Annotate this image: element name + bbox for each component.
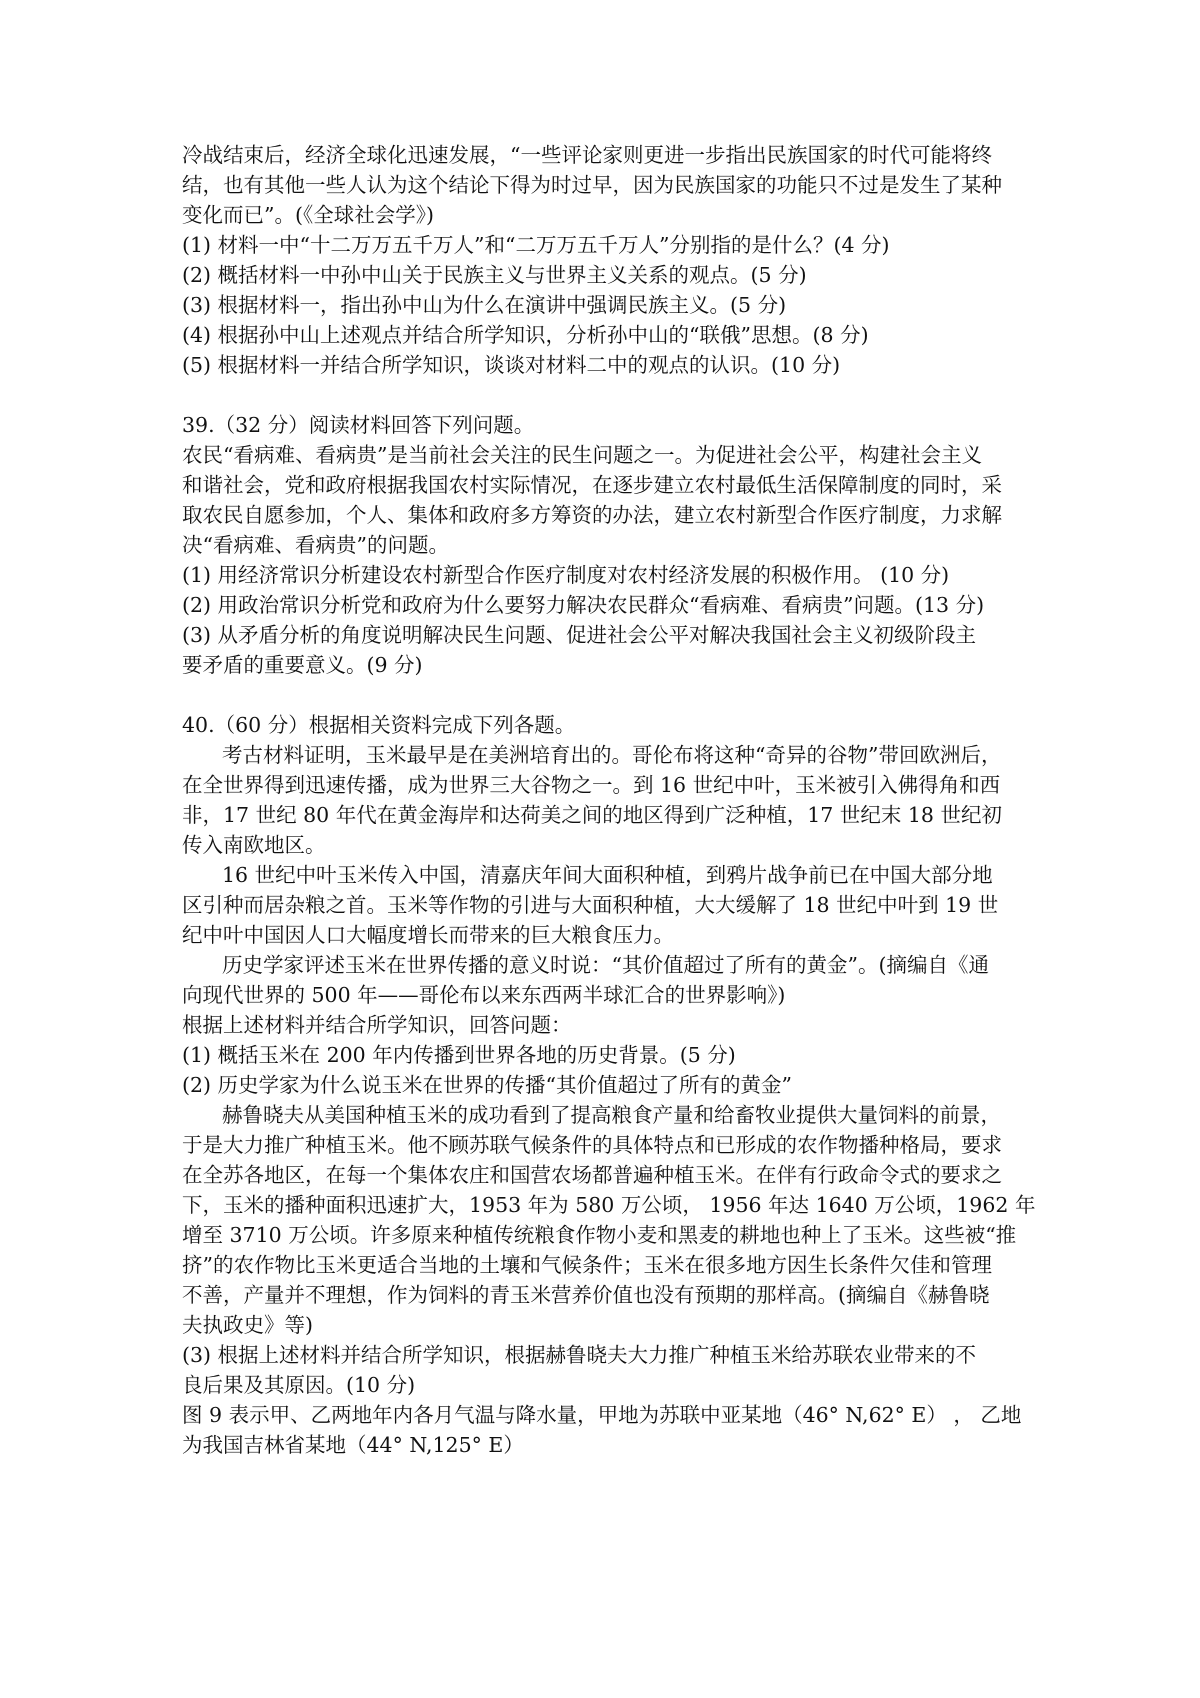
question-item: (1) 材料一中“十二万万五千万人”和“二万万五千万人”分别指的是什么？(4 分) (182, 233, 890, 257)
spacer (182, 380, 1032, 410)
question-40-header: 40.（60 分）根据相关资料完成下列各题。 (182, 713, 576, 737)
question-item: (1) 概括玉米在 200 年内传播到世界各地的历史背景。(5 分) (182, 1043, 736, 1067)
paragraph-line: 和谐社会，党和政府根据我国农村实际情况，在逐步建立农村最低生活保障制度的同时，采 (182, 473, 1002, 497)
paragraph-line: 于是大力推广种植玉米。他不顾苏联气候条件的具体特点和已形成的农作物播种格局，要求 (182, 1133, 1002, 1157)
paragraph-line: 增至 3710 万公顷。许多原来种植传统粮食作物小麦和黑麦的耕地也种上了玉米。这些被“推 (182, 1223, 1017, 1247)
question-item: (1) 用经济常识分析建设农村新型合作医疗制度对农村经济发展的积极作用。 (10 分) (182, 563, 950, 587)
paragraph-line: 历史学家评述玉米在世界传播的意义时说：“其价值超过了所有的黄金”。(摘编自《通 (222, 953, 989, 977)
paragraph-line: 纪中叶中国因人口大幅度增长而带来的巨大粮食压力。 (182, 923, 674, 947)
paragraph-line: 下，玉米的播种面积迅速扩大，1953 年为 580 万公顷， 1956 年达 1640 万公顷，1962 年 (182, 1193, 1036, 1217)
paragraph-line: 在全世界得到迅速传播，成为世界三大谷物之一。到 16 世纪中叶，玉米被引入佛得角和西 (182, 773, 1001, 797)
paragraph-line: 传入南欧地区。 (182, 833, 326, 857)
paragraph-line: 决“看病难、看病贵”的问题。 (182, 533, 449, 557)
paragraph-line: 取农民自愿参加，个人、集体和政府多方筹资的办法，建立农村新型合作医疗制度，力求解 (182, 503, 1002, 527)
figure-note: 为我国吉林省某地（44° N,125° E） (182, 1433, 524, 1457)
paragraph-line: 结，也有其他一些人认为这个结论下得为时过早，因为民族国家的功能只不过是发生了某种 (182, 173, 1002, 197)
paragraph-line: 夫执政史》等) (182, 1313, 313, 1337)
paragraph-line: 在全苏各地区，在每一个集体农庄和国营农场都普遍种植玉米。在伴有行政命令式的要求之 (182, 1163, 1002, 1187)
question-item: (4) 根据孙中山上述观点并结合所学知识，分析孙中山的“联俄”思想。(8 分) (182, 323, 869, 347)
spacer (182, 680, 1032, 710)
paragraph-line: 区引种而居杂粮之首。玉米等作物的引进与大面积种植，大大缓解了 18 世纪中叶到 19 世 (182, 893, 999, 917)
question-39-header: 39.（32 分）阅读材料回答下列问题。 (182, 413, 535, 437)
paragraph-line: 考古材料证明，玉米最早是在美洲培育出的。哥伦布将这种“奇异的谷物”带回欧洲后， (222, 743, 1002, 767)
paragraph-line: 向现代世界的 500 年——哥伦布以来东西两半球汇合的世界影响》) (182, 983, 786, 1007)
exam-page (182, 140, 1036, 1460)
question-item: (2) 概括材料一中孙中山关于民族主义与世界主义关系的观点。(5 分) (182, 263, 807, 287)
question-item: (2) 历史学家为什么说玉米在世界的传播“其价值超过了所有的黄金” (182, 1073, 793, 1097)
question-item: (2) 用政治常识分析党和政府为什么要努力解决农民群众“看病难、看病贵”问题。(13 分) (182, 593, 985, 617)
paragraph-line: 非，17 世纪 80 年代在黄金海岸和达荷美之间的地区得到广泛种植，17 世纪末 18 世纪初 (182, 803, 1002, 827)
paragraph-line: 16 世纪中叶玉米传入中国，清嘉庆年间大面积种植，到鸦片战争前已在中国大部分地 (222, 863, 993, 887)
paragraph-line: 农民“看病难、看病贵”是当前社会关注的民生问题之一。为促进社会公平，构建社会主义 (182, 443, 982, 467)
question-item: (3) 根据上述材料并结合所学知识，根据赫鲁晓夫大力推广种植玉米给苏联农业带来的不 (182, 1343, 977, 1367)
paragraph-line: 变化而已”。(《全球社会学》) (182, 203, 434, 227)
paragraph-line: 不善，产量并不理想，作为饲料的青玉米营养价值也没有预期的那样高。(摘编自《赫鲁晓 (182, 1283, 990, 1307)
prompt-line: 根据上述材料并结合所学知识，回答问题： (182, 1013, 572, 1037)
question-item: (3) 根据材料一，指出孙中山为什么在演讲中强调民族主义。(5 分) (182, 293, 787, 317)
question-item: (3) 从矛盾分析的角度说明解决民生问题、促进社会公平对解决我国社会主义初级阶段主 (182, 623, 977, 647)
question-item: (5) 根据材料一并结合所学知识，谈谈对材料二中的观点的认识。(10 分) (182, 353, 841, 377)
paragraph-line: 挤”的农作物比玉米更适合当地的土壤和气候条件；玉米在很多地方因生长条件欠佳和管理 (182, 1253, 992, 1277)
question-item: 良后果及其原因。(10 分) (182, 1373, 416, 1397)
paragraph-line: 冷战结束后，经济全球化迅速发展，“一些评论家则更进一步指出民族国家的时代可能将终 (182, 143, 992, 167)
paragraph-line: 赫鲁晓夫从美国种植玉米的成功看到了提高粮食产量和给畜牧业提供大量饲料的前景， (222, 1103, 1001, 1127)
figure-note: 图 9 表示甲、乙两地年内各月气温与降水量，甲地为苏联中亚某地（46° N,62° E） ， 乙地 (182, 1403, 1022, 1427)
question-item: 要矛盾的重要意义。(9 分) (182, 653, 423, 677)
